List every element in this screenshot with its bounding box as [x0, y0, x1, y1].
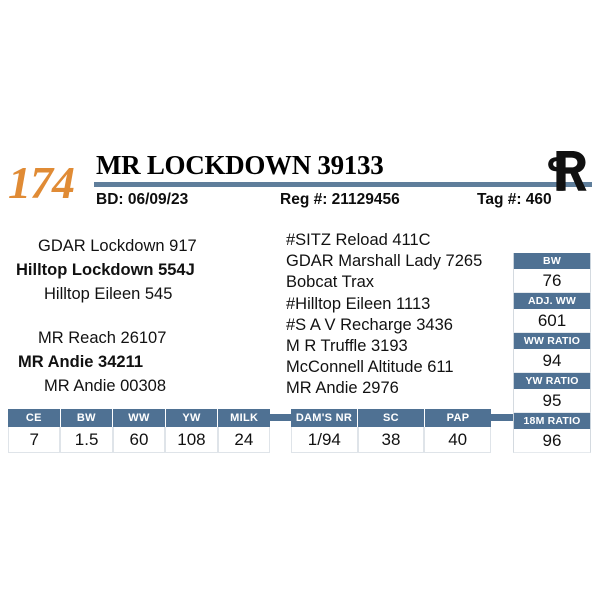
tag-number: Tag #: 460 — [477, 191, 552, 208]
sire-dam-name: Hilltop Eileen 545 — [44, 285, 173, 303]
pedigree-section — [8, 230, 592, 400]
dam-sire-name: MR Reach 26107 — [38, 329, 167, 347]
grandparent-line: McConnell Altitude 611 — [286, 358, 454, 377]
epd-header-sc: SC — [358, 409, 425, 427]
epd-table-secondary — [291, 409, 491, 453]
lot-header-right — [94, 150, 592, 212]
ratio-value-18m-ratio: 96 — [513, 429, 591, 453]
pedigree-grandparents-column — [286, 230, 516, 400]
epd-tables — [8, 409, 592, 455]
epd-header-dams-nr: DAM'S NR — [291, 409, 358, 427]
sire-name: Hilltop Lockdown 554J — [16, 261, 195, 279]
dam-name: MR Andie 34211 — [18, 353, 144, 371]
ratio-label-ww-ratio: WW RATIO — [513, 333, 591, 349]
ratio-value-yw-ratio: 95 — [513, 389, 591, 413]
grandparent-line: M R Truffle 3193 — [286, 337, 408, 356]
epd-header-milk: MILK — [218, 409, 270, 427]
registration-number: Reg #: 21129456 — [280, 191, 400, 208]
epd-value-bw: 1.5 — [60, 427, 112, 453]
epd-value-yw: 108 — [165, 427, 217, 453]
epd-header-ce: CE — [8, 409, 61, 427]
table-row — [8, 427, 270, 453]
ranch-r-logo-icon — [538, 149, 590, 193]
ratio-label-bw: BW — [513, 253, 591, 269]
pedigree-parents-column — [8, 234, 276, 398]
grandparent-line: #SITZ Reload 411C — [286, 231, 431, 249]
page-title: MR LOCKDOWN 39133 — [96, 150, 384, 180]
grandparent-line: GDAR Marshall Lady 7265 — [286, 252, 483, 271]
sire-sire-name: GDAR Lockdown 917 — [38, 237, 197, 255]
grandparent-line: #S A V Recharge 3436 — [286, 315, 453, 334]
ratio-label-18m-ratio: 18M RATIO — [513, 413, 591, 429]
grandparent-line: #Hilltop Eileen 1113 — [286, 294, 431, 313]
table-header-row — [8, 409, 270, 427]
ratio-label-adj-ww: ADJ. WW — [513, 293, 591, 309]
epd-value-dams-nr: 1/94 — [291, 427, 358, 453]
epd-value-ww: 60 — [113, 427, 165, 453]
ratio-value-ww-ratio: 94 — [513, 349, 591, 373]
lot-number: 174 — [8, 157, 74, 208]
grandparent-line: Bobcat Trax — [286, 273, 375, 292]
identification-row — [94, 190, 592, 212]
ratio-value-bw: 76 — [513, 269, 591, 293]
epd-table-primary — [8, 409, 270, 453]
grandparent-line: MR Andie 2976 — [286, 379, 399, 398]
table-row — [291, 427, 491, 453]
epd-value-pap: 40 — [424, 427, 491, 453]
header-divider — [94, 182, 592, 187]
table-connector — [491, 414, 513, 421]
table-connector — [270, 414, 291, 421]
epd-header-ww: WW — [113, 409, 166, 427]
table-header-row — [291, 409, 491, 427]
dam-group — [8, 326, 276, 398]
sire-group — [8, 234, 276, 306]
birth-date: BD: 06/09/23 — [96, 191, 189, 208]
epd-value-sc: 38 — [358, 427, 425, 453]
lot-header — [8, 150, 592, 226]
ratio-value-adj-ww: 601 — [513, 309, 591, 333]
epd-header-pap: PAP — [425, 409, 491, 427]
epd-header-bw: BW — [61, 409, 114, 427]
ratio-label-yw-ratio: YW RATIO — [513, 373, 591, 389]
epd-value-ce: 7 — [8, 427, 60, 453]
dam-dam-name: MR Andie 00308 — [44, 377, 167, 395]
epd-value-milk: 24 — [218, 427, 270, 453]
epd-header-yw: YW — [166, 409, 219, 427]
